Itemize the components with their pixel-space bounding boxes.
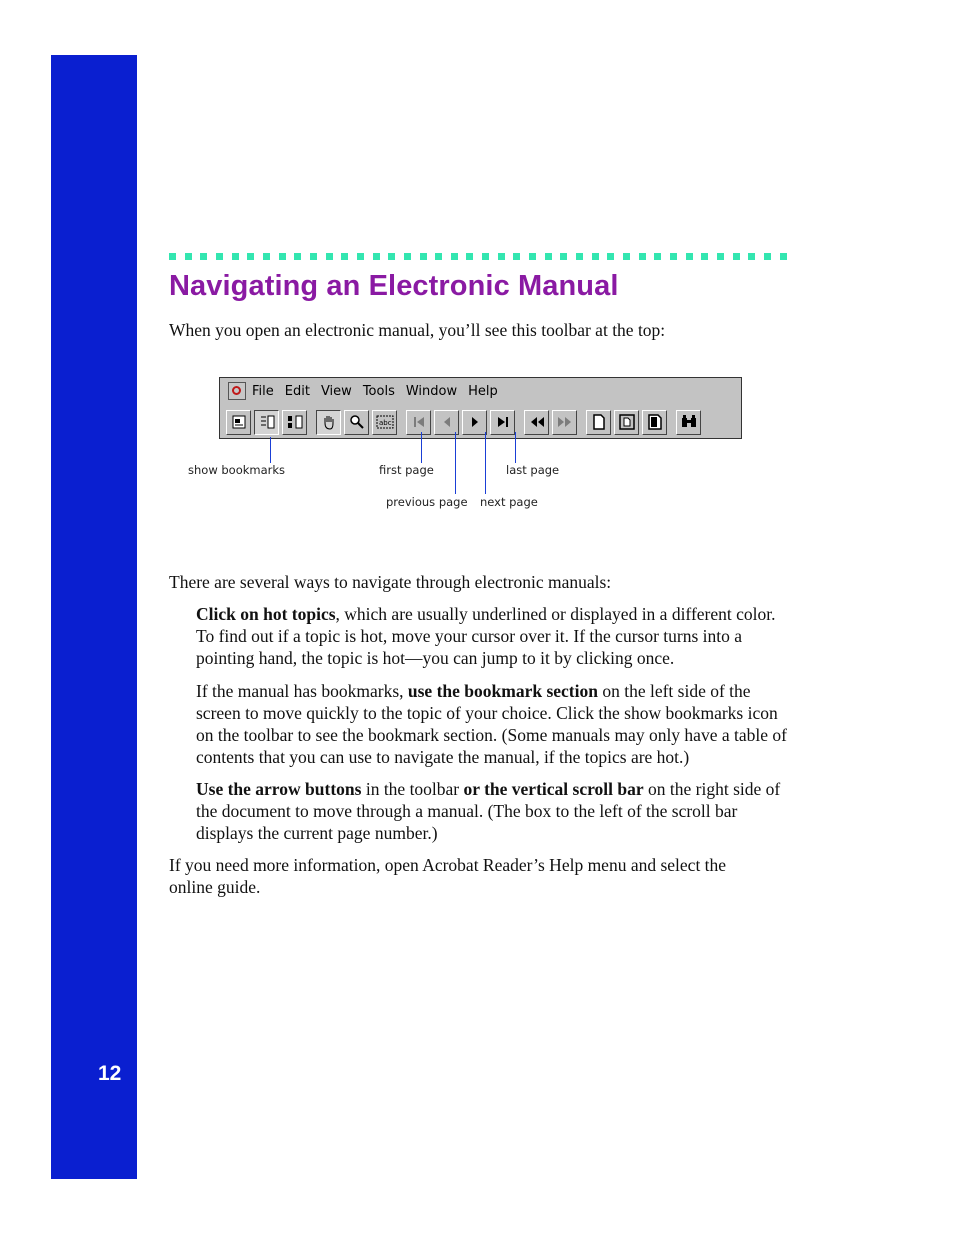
hand-tool-button[interactable] xyxy=(316,410,341,435)
menu-tools[interactable]: Tools xyxy=(362,383,395,399)
paragraph-bookmarks xyxy=(196,680,788,768)
bookmarks-text-start: If the manual has bookmarks, xyxy=(196,681,408,701)
menu-view[interactable]: View xyxy=(320,383,352,399)
ways-intro: There are several ways to navigate through electronic manuals: xyxy=(169,572,612,592)
toolbar-figure xyxy=(219,377,742,439)
arrow-buttons-bold: Use the arrow buttons xyxy=(196,779,362,799)
menu-bar xyxy=(220,378,741,404)
menu-window[interactable]: Window xyxy=(405,383,458,399)
sidebar-band xyxy=(51,55,137,1179)
go-forward-button[interactable] xyxy=(552,410,577,435)
bookmarks-bold: use the bookmark section xyxy=(407,681,598,701)
callout-line-first-page xyxy=(421,432,422,463)
dotted-rule xyxy=(169,253,787,261)
scroll-bar-bold: or the vertical scroll bar xyxy=(463,779,644,799)
fit-page-button[interactable] xyxy=(614,410,639,435)
go-forward-icon xyxy=(556,414,574,430)
thumbnails-icon xyxy=(287,414,303,430)
arrow-buttons-rest: on the right side of the document to move through a manual. (The box to the left of the scroll bar displays the current page number.) xyxy=(196,779,781,843)
svg-text:abc: abc xyxy=(378,419,392,427)
find-button[interactable] xyxy=(676,410,701,435)
actual-size-button[interactable] xyxy=(586,410,611,435)
first-page-icon xyxy=(411,414,427,430)
callout-line-previous-page xyxy=(455,432,456,494)
next-page-icon xyxy=(467,414,483,430)
fit-page-icon xyxy=(619,414,635,430)
intro-text: When you open an electronic manual, you’ll see this toolbar at the top: xyxy=(169,320,666,340)
callout-first-page: first page xyxy=(379,463,434,477)
go-back-icon xyxy=(528,414,546,430)
page-only-button[interactable] xyxy=(226,410,251,435)
paragraph-hot-topics xyxy=(196,603,788,669)
callout-line-last-page xyxy=(515,432,516,463)
menu-file[interactable]: File xyxy=(252,383,274,399)
thumbnails-button[interactable] xyxy=(282,410,307,435)
bookmarks-text-rest: on the left side of the screen to move quickly to the topic of your choice. Click the show bookmarks icon on the toolbar to see the bookmark section. (Some manuals may only have a table of contents that you can use to navigate the manual, if the topics are hot.) xyxy=(196,681,787,767)
callout-last-page: last page xyxy=(506,463,560,477)
arrow-buttons-mid: in the toolbar xyxy=(361,779,464,799)
fit-width-icon xyxy=(647,414,663,430)
callout-next-page: next page xyxy=(480,495,538,509)
select-text-button[interactable] xyxy=(372,410,397,435)
next-page-button[interactable] xyxy=(462,410,487,435)
button-row xyxy=(226,407,704,437)
select-text-icon xyxy=(376,414,394,430)
zoom-tool-button[interactable] xyxy=(344,410,369,435)
hot-topics-text: , which are usually underlined or displayed in a different color. To find out if a topic is hot, move your cursor over it. If the cursor turns into a pointing hand, the topic is hot—you can jump to it by clicking once. xyxy=(196,604,776,668)
fit-width-button[interactable] xyxy=(642,410,667,435)
binoculars-icon xyxy=(680,414,698,430)
previous-page-button[interactable] xyxy=(434,410,459,435)
go-back-button[interactable] xyxy=(524,410,549,435)
menu-edit[interactable]: Edit xyxy=(284,383,310,399)
previous-page-icon xyxy=(439,414,455,430)
paragraph-arrow-buttons xyxy=(196,778,788,844)
hand-icon xyxy=(321,414,337,430)
callout-line-next-page xyxy=(485,432,486,494)
closing-paragraph: If you need more information, open Acrobat Reader’s Help menu and select the online guide. xyxy=(169,855,727,897)
callout-line-show-bookmarks xyxy=(270,437,271,463)
zoom-icon xyxy=(349,414,365,430)
page-number: 12 xyxy=(98,1062,122,1085)
menu-help[interactable]: Help xyxy=(468,383,498,399)
callout-previous-page: previous page xyxy=(386,495,468,509)
show-bookmarks-button[interactable] xyxy=(254,410,279,435)
acrobat-icon xyxy=(228,382,246,400)
actual-size-icon xyxy=(591,414,607,430)
last-page-icon xyxy=(495,414,511,430)
hot-topics-bold: Click on hot topics xyxy=(196,604,336,624)
callout-show-bookmarks: show bookmarks xyxy=(188,463,286,477)
last-page-button[interactable] xyxy=(490,410,515,435)
page-only-icon xyxy=(231,414,247,430)
page-title: Navigating an Electronic Manual xyxy=(169,270,619,302)
bookmarks-icon xyxy=(259,414,275,430)
first-page-button[interactable] xyxy=(406,410,431,435)
